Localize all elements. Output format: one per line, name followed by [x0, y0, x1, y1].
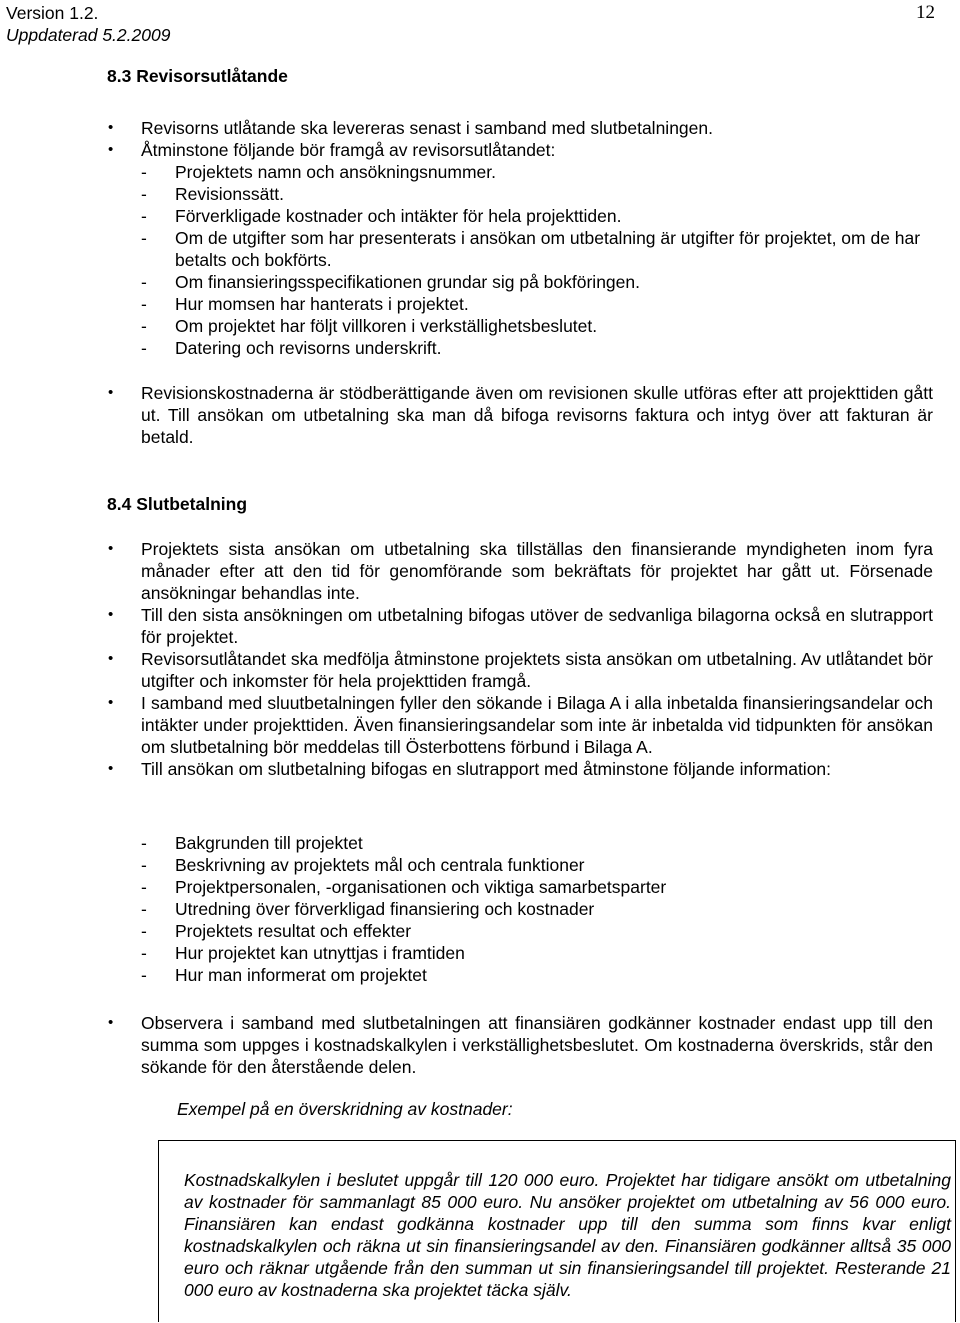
version-label: Version 1.2.	[6, 3, 99, 23]
dash-item: - Revisionssätt.	[108, 183, 933, 205]
dash-item: - Om de utgifter som har presenterats i ansökan om utbetalning är utgifter för projektet, om de har betalts och bokförts.	[108, 227, 933, 271]
bullet-item: • Observera i samband med slutbetalningen att finansiären godkänner kostnader endast upp till den summa som uppges i kostnadskalkylen i verkställighetsbeslutet. Om kostnaderna överskrids, står den sökande för den återstående delen.	[108, 1012, 933, 1078]
page-number: 12	[916, 2, 935, 23]
bullet-item: • Revisorsutlåtandet ska medfölja åtminstone projektets sista ansökan om utbetalning. Av utlåtandet bör utgifter och inkomster för hela projekttiden framgå.	[108, 648, 933, 692]
dash-item: - Utredning över förverkligad finansiering och kostnader	[108, 898, 933, 920]
dash-item: - Projektets resultat och effekter	[108, 920, 933, 942]
dash-item: - Om finansieringsspecifikationen grundar sig på bokföringen.	[108, 271, 933, 293]
cost-overrun-note	[108, 1012, 933, 1078]
section-8-4-body	[108, 538, 933, 780]
example-heading: Exempel på en överskridning av kostnader:	[177, 1099, 513, 1119]
dash-item: - Hur man informerat om projektet	[108, 964, 933, 986]
report-contents-list	[108, 832, 933, 986]
updated-date: Uppdaterad 5.2.2009	[6, 25, 171, 45]
dash-item: - Om projektet har följt villkoren i verkställighetsbeslutet.	[108, 315, 933, 337]
bullet-item: • Projektets sista ansökan om utbetalning ska tillställas den finansierande myndigheten inom fyra månader efter att den tid för genomförande som bekräftats för projektet har gått ut. Försenade ansökningar behandlas inte.	[108, 538, 933, 604]
bullet-item: • Revisionskostnaderna är stödberättigande även om revisionen skulle utföras efter att projekttiden gått ut. Till ansökan om utbetalning ska man då bifoga revisorns faktura och intyg över att fakturan är betald.	[108, 382, 933, 448]
example-box	[158, 1140, 956, 1322]
dash-item: - Hur momsen har hanterats i projektet.	[108, 293, 933, 315]
bullet-item: • Till den sista ansökningen om utbetalning bifogas utöver de sedvanliga bilagorna också en slutrapport för projektet.	[108, 604, 933, 648]
bullet-item: • Åtminstone följande bör framgå av revisorsutlåtandet:	[108, 139, 933, 161]
section-heading-8-4: 8.4 Slutbetalning	[107, 494, 248, 514]
example-text: Kostnadskalkylen i beslutet uppgår till 120 000 euro. Projektet har tidigare ansökt om utbetalning av kostnader för sammanlagt 85 000 euro. Nu ansöker projektet om utbetalning av 56 000 euro. Finansiären kan endast godkänna kostnader upp till den summa som finns kvar enligt kostnadskalkylen och räkna ut sin finansieringsandel av den. Finansiären godkänner alltså 35 000 euro och räknar utgående från den summan ut sin finansieringsandel till projektet. Resterande 21 000 euro av kostnaderna ska projektet täcka själv.	[184, 1170, 951, 1300]
section-8-3-body	[108, 117, 933, 359]
dash-item: - Förverkligade kostnader och intäkter för hela projekttiden.	[108, 205, 933, 227]
section-heading-8-3: 8.3 Revisorsutlåtande	[107, 66, 288, 86]
dash-item: - Hur projektet kan utnyttjas i framtiden	[108, 942, 933, 964]
dash-item: - Projektpersonalen, -organisationen och viktiga samarbetsparter	[108, 876, 933, 898]
dash-item: - Projektets namn och ansökningsnummer.	[108, 161, 933, 183]
bullet-item: • Till ansökan om slutbetalning bifogas en slutrapport med åtminstone följande information:	[108, 758, 933, 780]
bullet-item: • Revisorns utlåtande ska levereras senast i samband med slutbetalningen.	[108, 117, 933, 139]
revision-costs-block	[108, 382, 933, 448]
bullet-item: • I samband med sluutbetalningen fyller den sökande i Bilaga A i alla inbetalda finansieringsandelar och intäkter under projekttiden. Även finansieringsandelar som inte är inbetalda vid tidpunkten för ansökan om slutbetalning bör meddelas till Österbottens förbund i Bilaga A.	[108, 692, 933, 758]
page-header	[6, 2, 170, 46]
dash-item: - Bakgrunden till projektet	[108, 832, 933, 854]
dash-item: - Datering och revisorns underskrift.	[108, 337, 933, 359]
dash-item: - Beskrivning av projektets mål och centrala funktioner	[108, 854, 933, 876]
